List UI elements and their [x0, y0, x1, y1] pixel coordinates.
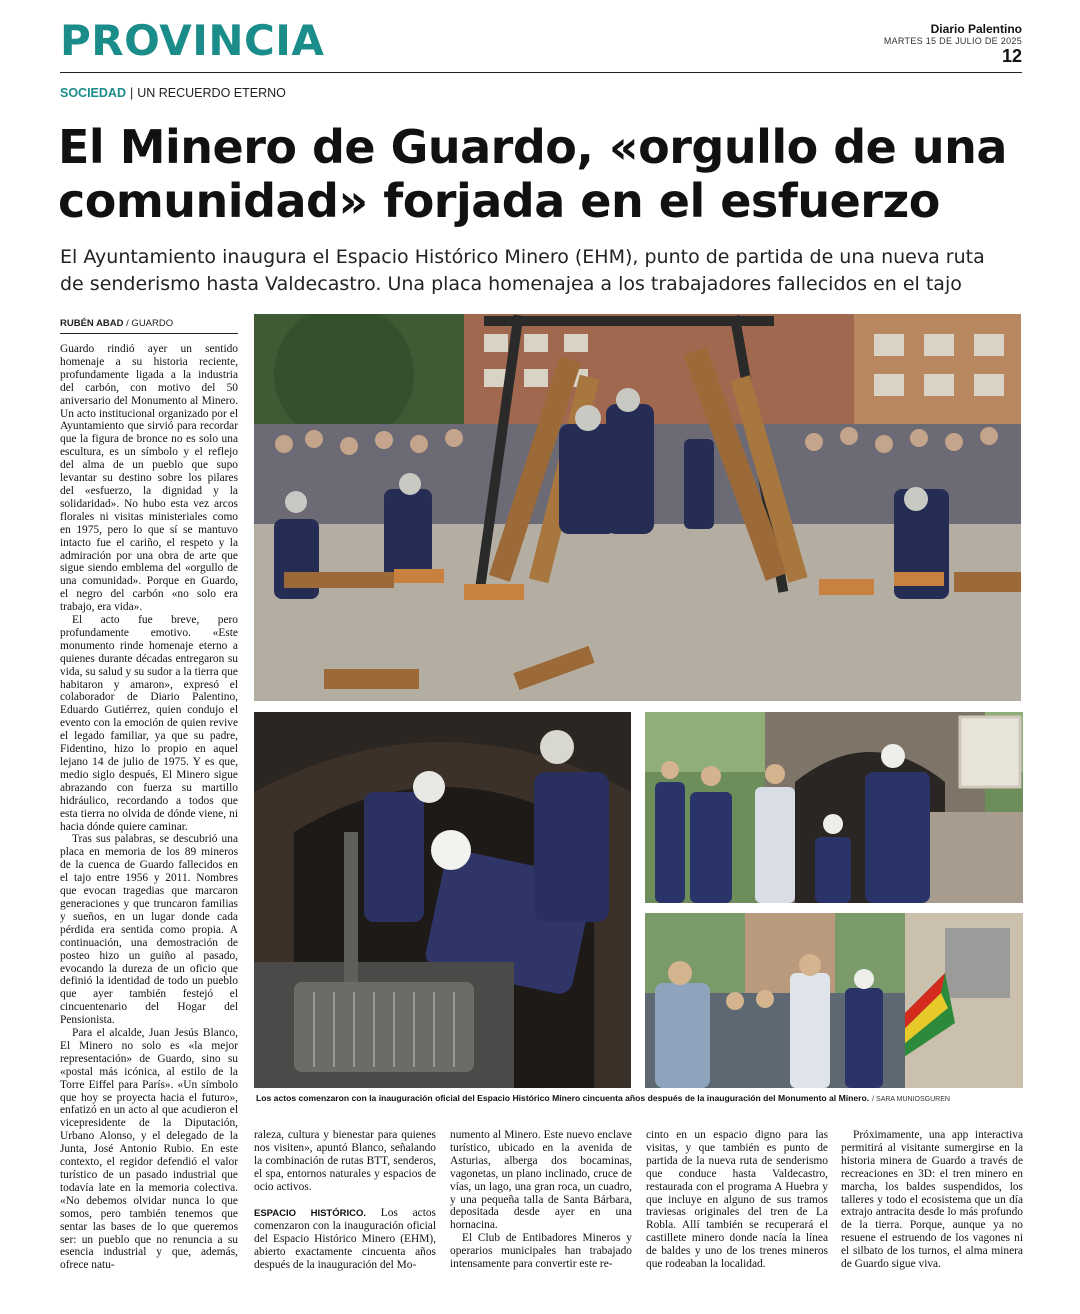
photo-credit: / SARA MUNIOSGUREN — [872, 1096, 950, 1103]
newspaper-name: Diario Palentino — [930, 22, 1022, 36]
header-divider — [60, 72, 1022, 73]
photo-mine-entrance-arch — [645, 712, 1023, 903]
section-title: PROVINCIA — [60, 16, 325, 65]
issue-date: MARTES 15 DE JULIO DE 2025 — [883, 36, 1022, 46]
paragraph: Tras sus palabras, se descubrió una placa en memoria de los 89 mineros de la cuenca de Guardo fallecidos en el tajo entre 1956 y 2011. Nombres que evocan tragedias que marcaron generaciones y que truncaron familias y sueños, en un lugar donde cada pérdida era sentida como propia. A continuación, una demostración de posteo hizo un guiño al pasado, evocando la dureza de un oficio que definió la identidad de todo un pueblo que ayer también festejó el cincuentenario del Hogar del Pensionista. — [60, 833, 238, 1027]
paragraph: El acto fue breve, pero profundamente emotivo. «Este monumento rinde homenaje eterno a quienes durante décadas entregaron su vida, su salud y su sudor a la tierra que habitaron y amaron», expresó el colaborador de Diario Palentino, Eduardo Gutiérrez, quien condujo el evento con la emoción de quien revive el legado familiar, ya que su padre, Fidentino, hizo lo propio en aquel lejano 14 de julio de 1975. Y es que, medio siglo después, El Minero sigue abrazando con fuerza su martillo hidráulico, recordando a todos que esta tierra no olvida de dónde viene, ni hacia dónde quiere caminar. — [60, 614, 238, 833]
photo-illustration — [645, 712, 1023, 903]
section-subheading: ESPACIO HISTÓRICO. — [254, 1207, 367, 1219]
caption-text: Los actos comenzaron con la inauguración oficial del Espacio Histórico Minero cincuenta años después de la inauguración del Monumento al Minero. — [256, 1093, 870, 1103]
photo-illustration — [645, 913, 1023, 1088]
photo-illustration — [254, 712, 631, 1088]
paragraph: numento al Minero. Este nuevo enclave turístico, ubicado en la avenida de Asturias, alberga dos bocaminas, vagonetas, un plano inclinado, cruce de vías, un lago, una gran roca, un cuadro, y una pequeña talla de Santa Bárbara, depositada desde ayer en una hornacina. — [450, 1129, 632, 1232]
paragraph: Para el alcalde, Juan Jesús Blanco, El Minero no solo es «la mejor representación» de Guardo, sino su «postal más icónica, al estilo de la Torre Eiffel para París». «Un símbolo que hoy se proyecta hacia el futuro», enfatizó en un acto al que acudieron el vicepresidente de la Diputación, Urbano Alonso, y el delegado de la Junta, José Antonio Rubio. En este contexto, el regidor defendió el valor turístico de un pasado industrial que todavía late en la memoria colectiva. «No debemos olvidar nunca lo que somos, pero también tenemos que sentar las bases de lo que queremos ser: un pueblo que no renuncia a su esencia industrial y que, además, ofrece natu- — [60, 1027, 238, 1272]
headline-line-1: El Minero de Guardo, «orgullo de una — [58, 120, 1007, 174]
kicker-separator: | — [129, 86, 134, 100]
paragraph — [254, 1207, 436, 1273]
masthead — [884, 22, 1022, 67]
photo-memorial-plaque — [645, 913, 1023, 1088]
paragraph: Guardo rindió ayer un sentido homenaje a su historia reciente, profundamente ligada a la industria del carbón, con motivo del 50 aniversario del Monumento al Minero. Un acto institucional organizado por el Ayuntamiento que sirvió para recordar que la figura de bronce no es solo una escultura, es un símbolo y el reflejo del alma de un pueblo que supo levantar su destino sobre los pilares del «esfuerzo, la dignidad y la solidaridad». No hubo esta vez arcos florales ni visitas ministeriales como en 1975, pero lo que sí se mantuvo intacto fue el cariño, el respeto y la admiración por una obra de arte que sigue siendo emblema del «orgullo de una comunidad». Porque en Guardo, el negro del carbón «no solo era trabajo, era vida». — [60, 343, 238, 614]
paragraph: raleza, cultura y bienestar para quienes nos visiten», apuntó Blanco, señalando la combinación de rutas BTT, senderos, el spa, entornos naturales y espacios de ocio activos. — [254, 1129, 436, 1193]
byline-author: RUBÉN ABAD — [60, 318, 124, 329]
subheadline-line-2: de senderismo hasta Valdecastro. Una placa homenajea a los trabajadores fallecidos en el tajo — [60, 273, 962, 295]
kicker-label: UN RECUERDO ETERNO — [137, 86, 286, 100]
article-column-1 — [60, 343, 238, 1272]
headline-line-2: comunidad» forjada en el esfuerzo — [58, 174, 940, 228]
article-column-5 — [841, 1129, 1023, 1271]
photo-caption — [256, 1093, 1026, 1103]
headline — [58, 120, 1038, 228]
byline — [60, 318, 173, 329]
page-number: 12 — [1001, 46, 1022, 66]
subheadline-line-1: El Ayuntamiento inaugura el Espacio Histórico Minero (EHM), punto de partida de una nueva ruta — [60, 246, 985, 268]
paragraph-text: Los actos comenzaron con la inauguración oficial del Espacio Histórico Minero (EHM), abierto exactamente cincuenta años después de la inauguración del Mo- — [254, 1206, 436, 1272]
kicker-tag: SOCIEDAD — [60, 86, 126, 100]
byline-location: / GUARDO — [126, 318, 174, 329]
kicker — [60, 86, 286, 100]
photo-miners-demonstration — [254, 314, 1021, 701]
byline-divider — [60, 333, 238, 334]
article-column-3 — [450, 1129, 632, 1271]
photo-illustration — [254, 314, 1021, 701]
article-column-2 — [254, 1129, 436, 1272]
paragraph: El Club de Entibadores Mineros y operarios municipales han trabajado intensamente para convertir este re- — [450, 1232, 632, 1271]
photo-mine-tunnel-machinery — [254, 712, 631, 1088]
paragraph: Próximamente, una app interactiva permitirá al visitante sumergirse en la historia minera de Guardo a través de recreaciones en 3D: el tren minero en marcha, los baldes suspendidos, los talleres y todo el ecosistema que un día extrajo antracita desde lo más profundo de la tierra. Porque, aunque ya no resuene el estruendo de los vagones ni el silbato de los turnos, el alma minera de Guardo sigue viva. — [841, 1129, 1023, 1271]
subheadline — [60, 244, 1020, 298]
paragraph: cinto en un espacio digno para las visitas, y que también es punto de partida de la nueva ruta de senderismo que conduce hasta Valdecastro, restaurada con el programa A Huebra y que incluye en alguno de sus tramos traviesas originales del tren de La Robla. Allí también se recuperará el castillete minero donde nacía la línea de baldes y uno de los trenes mineros que rodeaban la localidad. — [646, 1129, 828, 1271]
article-column-4 — [646, 1129, 828, 1271]
